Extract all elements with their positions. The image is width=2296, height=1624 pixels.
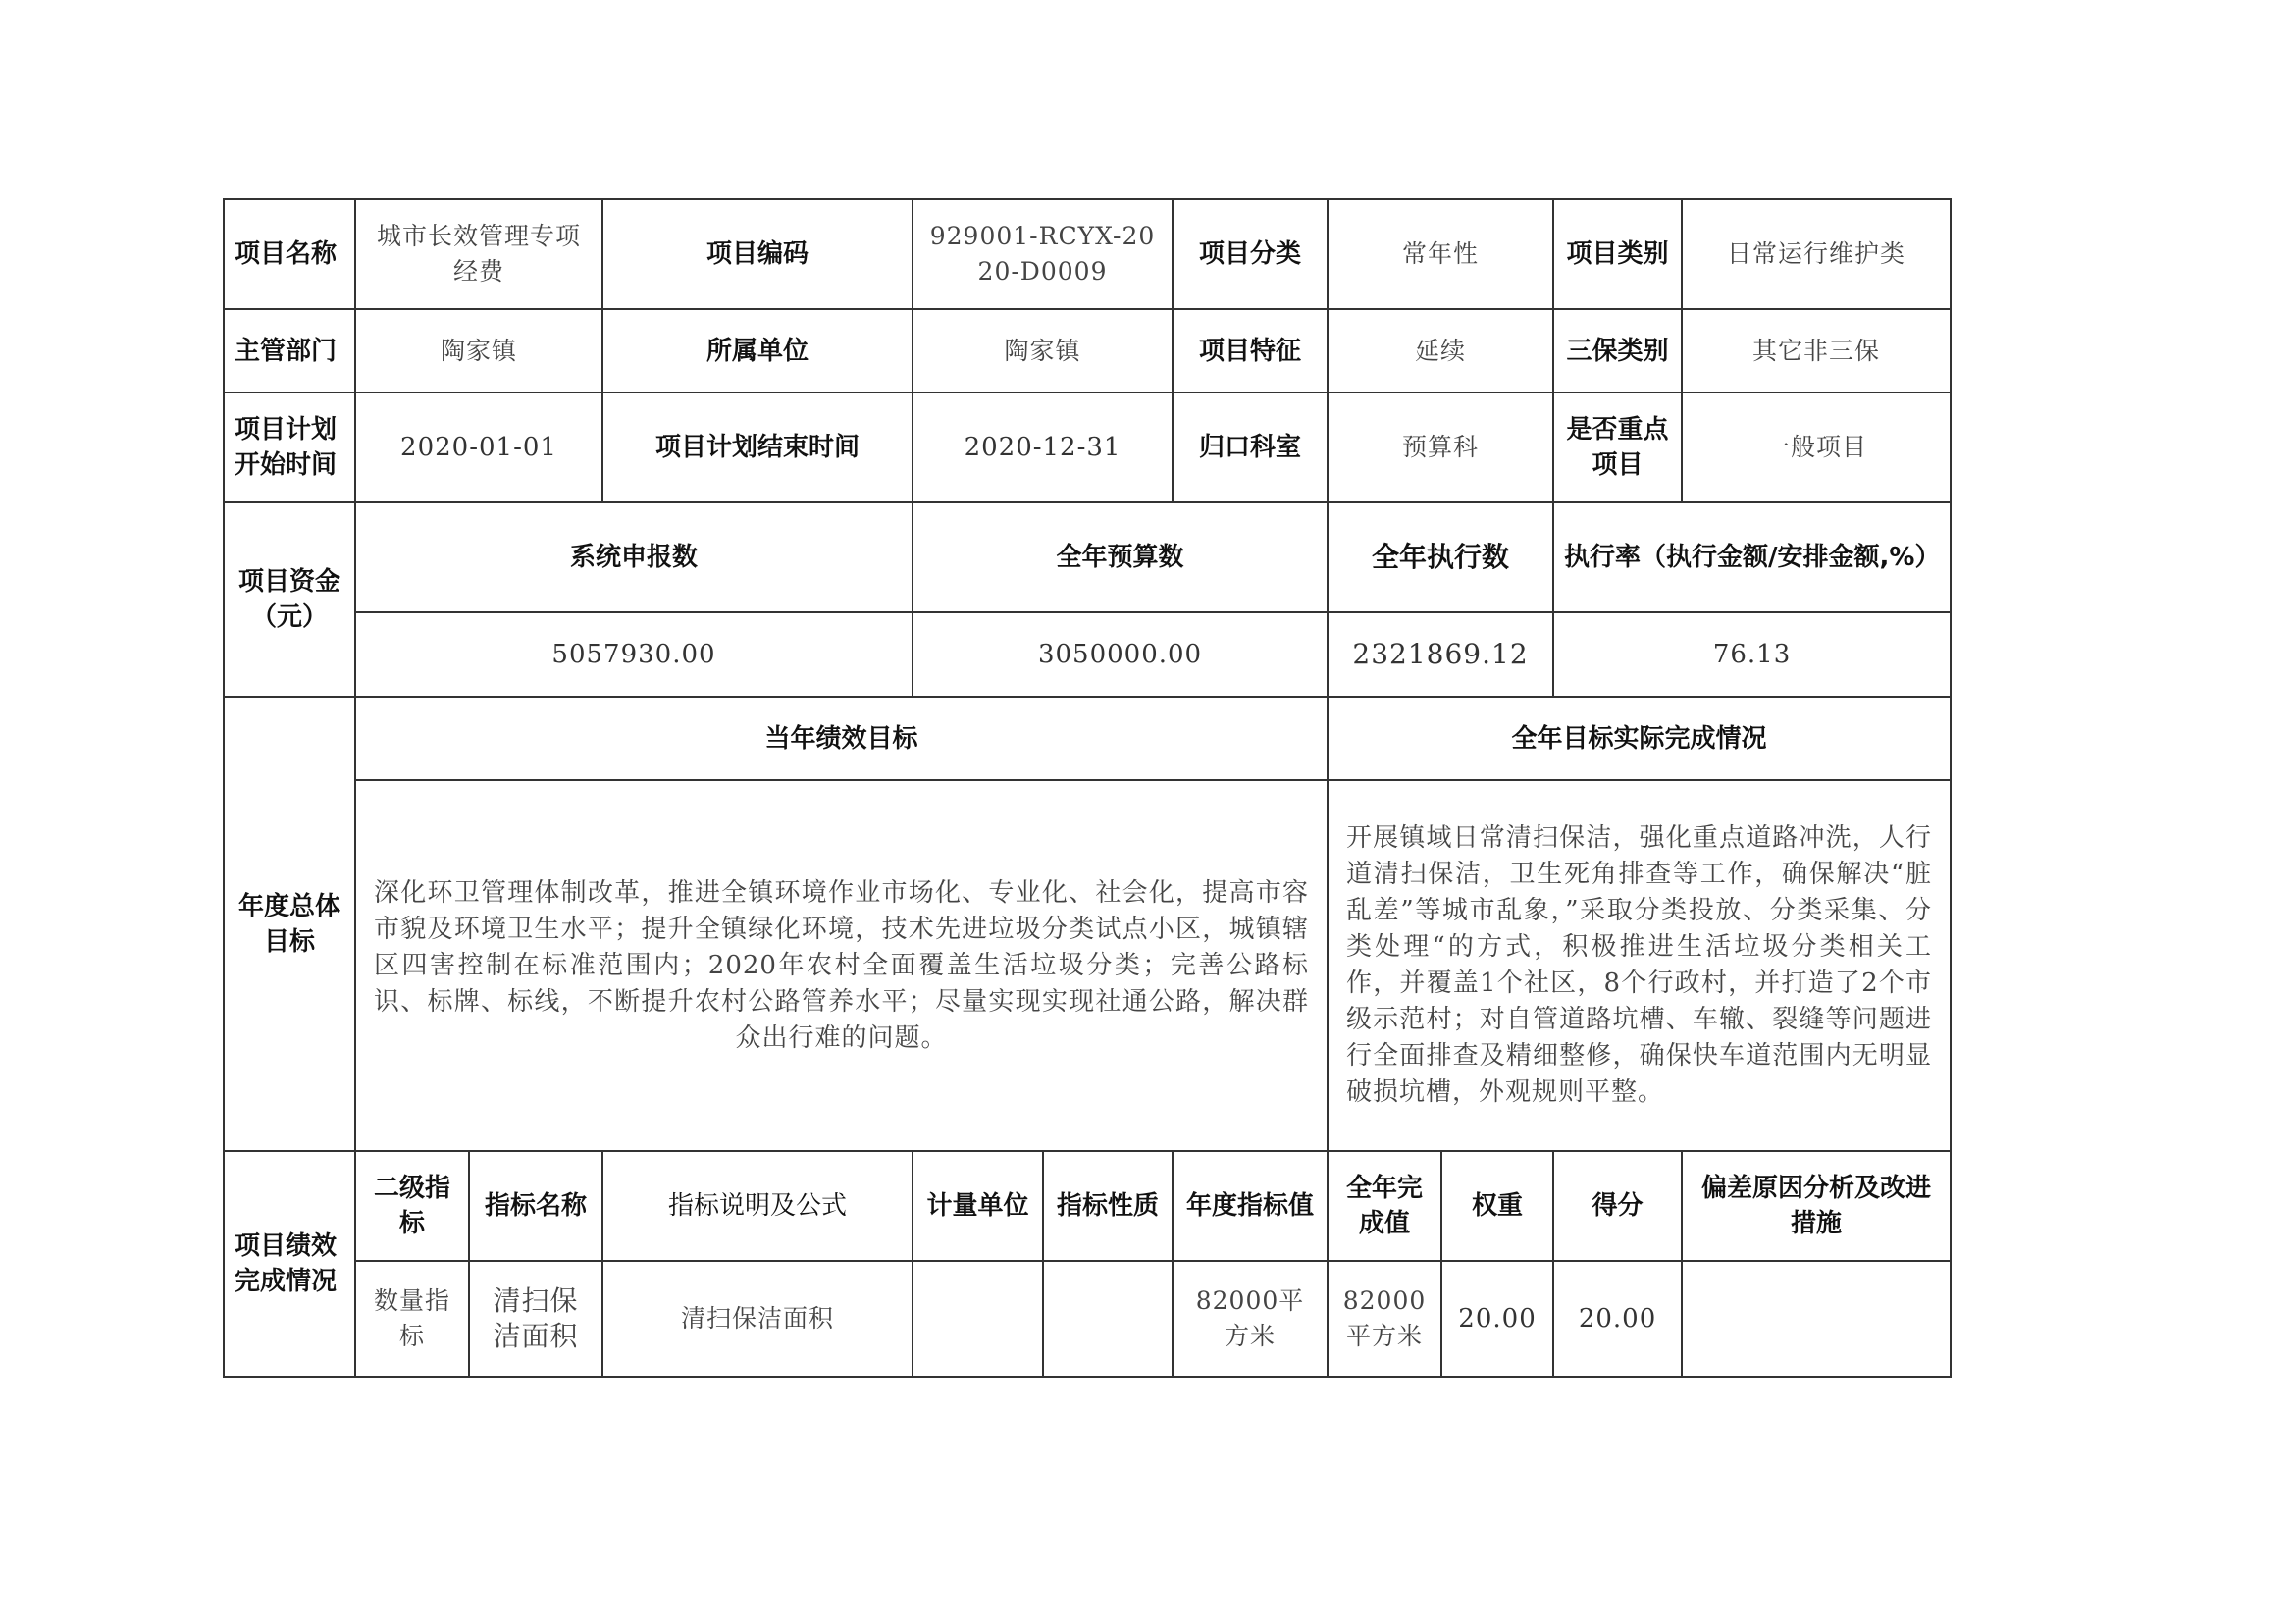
project-name-value: 城市长效管理专项经费: [355, 199, 602, 309]
perf-deviation-header: 偏差原因分析及改进措施: [1682, 1151, 1951, 1261]
funds-declared-value: 5057930.00: [355, 612, 913, 697]
perf-row-target: 82000平方米: [1173, 1261, 1328, 1377]
unit-label: 所属单位: [602, 309, 913, 393]
perf-name-header: 指标名称: [469, 1151, 602, 1261]
perf-actual-header: 全年完成值: [1328, 1151, 1441, 1261]
project-category-label: 项目分类: [1173, 199, 1328, 309]
perf-level2-header: 二级指标: [355, 1151, 469, 1261]
end-value: 2020-12-31: [913, 393, 1173, 502]
table-row: [224, 1261, 1951, 1377]
perf-row-deviation: [1682, 1261, 1951, 1377]
project-name-label: 项目名称: [224, 199, 355, 309]
project-type-value: 日常运行维护类: [1682, 199, 1951, 309]
funds-values-row: [224, 612, 1951, 697]
funds-rate-value: 76.13: [1553, 612, 1951, 697]
performance-evaluation-table: [223, 198, 1952, 1378]
funds-budget-value: 3050000.00: [913, 612, 1328, 697]
project-code-value: 929001-RCYX-2020-D0009: [913, 199, 1173, 309]
perf-row-level2: 数量指标: [355, 1261, 469, 1377]
perf-score-header: 得分: [1553, 1151, 1682, 1261]
perf-row-weight: 20.00: [1441, 1261, 1553, 1377]
funds-budget-header: 全年预算数: [913, 502, 1328, 612]
sanbao-value: 其它非三保: [1682, 309, 1951, 393]
annual-actual-text: 开展镇域日常清扫保洁，强化重点道路冲洗，人行道清扫保洁，卫生死角排查等工作，确保解决“脏乱差”等城市乱象，”采取分类投放、分类采集、分类处理“的方式，积极推进生活垃圾分类相关工作，并覆盖1个社区，8个行政村，并打造了2个市级示范村；对自管道路坑槽、车辙、裂缝等问题进行全面排查及精细整修，确保快车道范围内无明显破损坑槽，外观规则平整。: [1328, 780, 1951, 1151]
key-label: 是否重点项目: [1553, 393, 1682, 502]
annual-header-row: [224, 697, 1951, 780]
start-label: 项目计划开始时间: [224, 393, 355, 502]
funds-label: 项目资金（元）: [224, 502, 355, 697]
perf-row-desc: 清扫保洁面积: [602, 1261, 913, 1377]
annual-text-row: [224, 780, 1951, 1151]
perf-row-actual: 82000平方米: [1328, 1261, 1441, 1377]
perf-unit-header: 计量单位: [913, 1151, 1043, 1261]
office-label: 归口科室: [1173, 393, 1328, 502]
perf-weight-header: 权重: [1441, 1151, 1553, 1261]
funds-executed-value: 2321869.12: [1328, 612, 1553, 697]
performance-table-sheet: [223, 198, 1950, 1378]
start-value: 2020-01-01: [355, 393, 602, 502]
info-row-2: [224, 309, 1951, 393]
perf-nature-header: 指标性质: [1043, 1151, 1173, 1261]
funds-header-row: [224, 502, 1951, 612]
perf-row-nature: [1043, 1261, 1173, 1377]
info-row-1: [224, 199, 1951, 309]
annual-actual-header: 全年目标实际完成情况: [1328, 697, 1951, 780]
key-value: 一般项目: [1682, 393, 1951, 502]
project-code-label: 项目编码: [602, 199, 913, 309]
funds-rate-header: 执行率（执行金额/安排金额,%）: [1553, 502, 1951, 612]
project-category-value: 常年性: [1328, 199, 1553, 309]
funds-executed-header: 全年执行数: [1328, 502, 1553, 612]
annual-label: 年度总体目标: [224, 697, 355, 1151]
office-value: 预算科: [1328, 393, 1553, 502]
dept-label: 主管部门: [224, 309, 355, 393]
sanbao-label: 三保类别: [1553, 309, 1682, 393]
feature-value: 延续: [1328, 309, 1553, 393]
project-type-label: 项目类别: [1553, 199, 1682, 309]
performance-header-row: [224, 1151, 1951, 1261]
perf-row-score: 20.00: [1553, 1261, 1682, 1377]
info-row-3: [224, 393, 1951, 502]
unit-value: 陶家镇: [913, 309, 1173, 393]
perf-target-header: 年度指标值: [1173, 1151, 1328, 1261]
end-label: 项目计划结束时间: [602, 393, 913, 502]
perf-row-unit: [913, 1261, 1043, 1377]
annual-goal-header: 当年绩效目标: [355, 697, 1328, 780]
perf-desc-header: 指标说明及公式: [602, 1151, 913, 1261]
annual-goal-text: 深化环卫管理体制改革，推进全镇环境作业市场化、专业化、社会化，提高市容市貌及环境卫生水平；提升全镇绿化环境，技术先进垃圾分类试点小区，城镇辖区四害控制在标准范围内；2020年农村全面覆盖生活垃圾分类；完善公路标识、标牌、标线，不断提升农村公路管养水平；尽量实现实现社通公路，解决群众出行难的问题。: [355, 780, 1328, 1151]
dept-value: 陶家镇: [355, 309, 602, 393]
funds-declared-header: 系统申报数: [355, 502, 913, 612]
performance-label: 项目绩效完成情况: [224, 1151, 355, 1377]
perf-row-name: 清扫保洁面积: [469, 1261, 602, 1377]
feature-label: 项目特征: [1173, 309, 1328, 393]
